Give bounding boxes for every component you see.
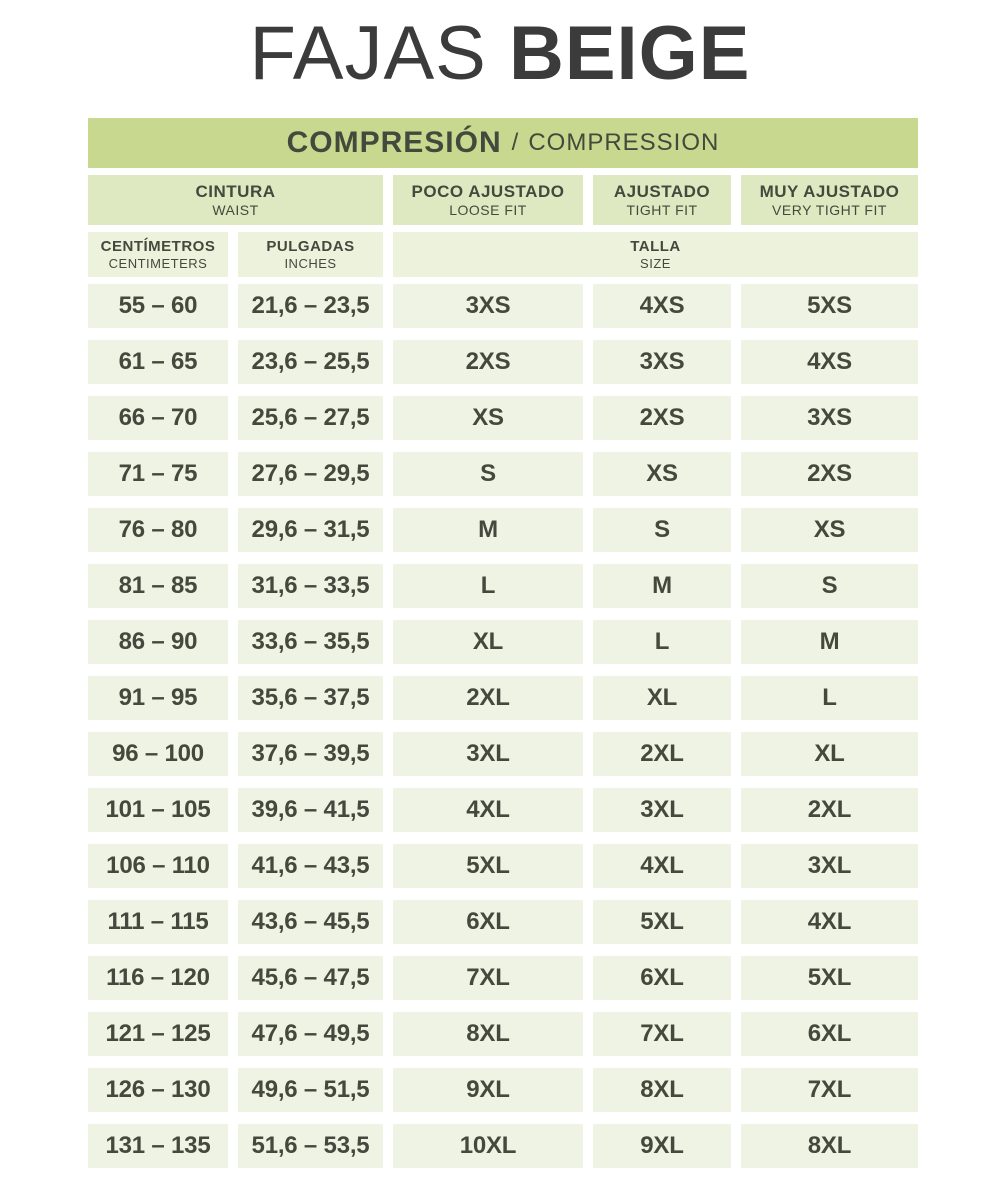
- table-row: [88, 1124, 918, 1168]
- table-body: [88, 284, 918, 1168]
- cell-loose-fit: 2XL: [393, 676, 583, 720]
- cell-loose-fit: 2XS: [393, 340, 583, 384]
- very-tight-fit-label-en: VERY TIGHT FIT: [772, 202, 887, 218]
- very-tight-fit-label-es: MUY AJUSTADO: [759, 182, 900, 201]
- table-row: [88, 508, 918, 552]
- cell-very-tight-fit: 5XS: [741, 284, 918, 328]
- cell-tight-fit: XL: [593, 676, 731, 720]
- cell-very-tight-fit: 7XL: [741, 1068, 918, 1112]
- cell-very-tight-fit: L: [741, 676, 918, 720]
- cell-inches: 25,6 – 27,5: [238, 396, 383, 440]
- cell-inches: 47,6 – 49,5: [238, 1012, 383, 1056]
- cell-very-tight-fit: 4XL: [741, 900, 918, 944]
- cell-centimeters: 55 – 60: [88, 284, 228, 328]
- cell-inches: 29,6 – 31,5: [238, 508, 383, 552]
- cell-very-tight-fit: S: [741, 564, 918, 608]
- cell-tight-fit: XS: [593, 452, 731, 496]
- table-row: [88, 676, 918, 720]
- cell-inches: 31,6 – 33,5: [238, 564, 383, 608]
- size-label-es: TALLA: [630, 238, 681, 255]
- cell-very-tight-fit: 3XS: [741, 396, 918, 440]
- cell-very-tight-fit: 6XL: [741, 1012, 918, 1056]
- cell-loose-fit: L: [393, 564, 583, 608]
- cell-tight-fit: 4XS: [593, 284, 731, 328]
- cell-centimeters: 96 – 100: [88, 732, 228, 776]
- cell-centimeters: 111 – 115: [88, 900, 228, 944]
- cell-centimeters: 61 – 65: [88, 340, 228, 384]
- tight-fit-label-es: AJUSTADO: [613, 182, 711, 201]
- cell-centimeters: 126 – 130: [88, 1068, 228, 1112]
- cell-centimeters: 101 – 105: [88, 788, 228, 832]
- tight-fit-label-en: TIGHT FIT: [626, 202, 698, 218]
- size-label-en: SIZE: [640, 256, 671, 271]
- banner-separator: /: [511, 129, 519, 156]
- cell-tight-fit: 2XL: [593, 732, 731, 776]
- sub-header-size: [393, 232, 918, 277]
- waist-label-en: WAIST: [212, 202, 259, 218]
- cell-loose-fit: 3XS: [393, 284, 583, 328]
- cell-inches: 33,6 – 35,5: [238, 620, 383, 664]
- cell-centimeters: 81 – 85: [88, 564, 228, 608]
- column-header-very-tight-fit: [741, 175, 918, 225]
- cell-centimeters: 66 – 70: [88, 396, 228, 440]
- column-header-loose-fit: [393, 175, 583, 225]
- column-header-waist: [88, 175, 383, 225]
- loose-fit-label-en: LOOSE FIT: [449, 202, 527, 218]
- cell-centimeters: 86 – 90: [88, 620, 228, 664]
- cell-tight-fit: L: [593, 620, 731, 664]
- banner-label-es: COMPRESIÓN: [286, 126, 502, 159]
- cell-centimeters: 121 – 125: [88, 1012, 228, 1056]
- cell-very-tight-fit: 2XL: [741, 788, 918, 832]
- cell-inches: 21,6 – 23,5: [238, 284, 383, 328]
- title-word-fajas: FAJAS: [249, 11, 487, 96]
- cell-very-tight-fit: XL: [741, 732, 918, 776]
- cell-tight-fit: 5XL: [593, 900, 731, 944]
- table-row: [88, 620, 918, 664]
- table-row: [88, 284, 918, 328]
- cell-inches: 45,6 – 47,5: [238, 956, 383, 1000]
- table-row: [88, 1012, 918, 1056]
- cell-loose-fit: 3XL: [393, 732, 583, 776]
- cell-tight-fit: 3XS: [593, 340, 731, 384]
- cell-very-tight-fit: 4XS: [741, 340, 918, 384]
- cell-tight-fit: 6XL: [593, 956, 731, 1000]
- cell-loose-fit: M: [393, 508, 583, 552]
- table-row: [88, 788, 918, 832]
- cell-tight-fit: 7XL: [593, 1012, 731, 1056]
- table-row: [88, 1068, 918, 1112]
- cell-centimeters: 71 – 75: [88, 452, 228, 496]
- cell-tight-fit: 2XS: [593, 396, 731, 440]
- cell-loose-fit: 6XL: [393, 900, 583, 944]
- loose-fit-label-es: POCO AJUSTADO: [411, 182, 565, 201]
- table-row: [88, 340, 918, 384]
- cell-centimeters: 106 – 110: [88, 844, 228, 888]
- inches-label-es: PULGADAS: [266, 238, 355, 255]
- cell-inches: 41,6 – 43,5: [238, 844, 383, 888]
- cell-inches: 27,6 – 29,5: [238, 452, 383, 496]
- compression-banner: [88, 118, 918, 168]
- cell-inches: 35,6 – 37,5: [238, 676, 383, 720]
- inches-label-en: INCHES: [284, 256, 337, 271]
- cell-loose-fit: 4XL: [393, 788, 583, 832]
- table-row: [88, 956, 918, 1000]
- cell-very-tight-fit: 5XL: [741, 956, 918, 1000]
- cell-loose-fit: S: [393, 452, 583, 496]
- cell-loose-fit: 7XL: [393, 956, 583, 1000]
- cell-tight-fit: S: [593, 508, 731, 552]
- size-chart-table: [88, 118, 918, 1168]
- cell-loose-fit: 10XL: [393, 1124, 583, 1168]
- cell-centimeters: 91 – 95: [88, 676, 228, 720]
- cell-inches: 43,6 – 45,5: [238, 900, 383, 944]
- cell-very-tight-fit: M: [741, 620, 918, 664]
- cell-very-tight-fit: 3XL: [741, 844, 918, 888]
- sub-header-row: [88, 232, 918, 277]
- cell-tight-fit: 8XL: [593, 1068, 731, 1112]
- title-word-beige: BEIGE: [508, 11, 751, 96]
- cell-loose-fit: 8XL: [393, 1012, 583, 1056]
- cell-tight-fit: 3XL: [593, 788, 731, 832]
- cell-loose-fit: XL: [393, 620, 583, 664]
- table-row: [88, 844, 918, 888]
- cell-tight-fit: 4XL: [593, 844, 731, 888]
- waist-label-es: CINTURA: [195, 182, 276, 201]
- cell-inches: 23,6 – 25,5: [238, 340, 383, 384]
- cell-very-tight-fit: XS: [741, 508, 918, 552]
- sub-header-centimeters: [88, 232, 228, 277]
- cell-tight-fit: 9XL: [593, 1124, 731, 1168]
- cell-inches: 39,6 – 41,5: [238, 788, 383, 832]
- column-header-row: [88, 175, 918, 225]
- cell-very-tight-fit: 8XL: [741, 1124, 918, 1168]
- cell-centimeters: 116 – 120: [88, 956, 228, 1000]
- cell-tight-fit: M: [593, 564, 731, 608]
- page-title: [0, 11, 1000, 96]
- cell-loose-fit: 5XL: [393, 844, 583, 888]
- cell-very-tight-fit: 2XS: [741, 452, 918, 496]
- cell-inches: 37,6 – 39,5: [238, 732, 383, 776]
- table-row: [88, 732, 918, 776]
- column-header-tight-fit: [593, 175, 731, 225]
- table-row: [88, 396, 918, 440]
- centimeters-label-es: CENTÍMETROS: [100, 238, 216, 255]
- centimeters-label-en: CENTIMETERS: [108, 256, 208, 271]
- sub-header-inches: [238, 232, 383, 277]
- table-row: [88, 564, 918, 608]
- cell-loose-fit: 9XL: [393, 1068, 583, 1112]
- cell-inches: 49,6 – 51,5: [238, 1068, 383, 1112]
- cell-inches: 51,6 – 53,5: [238, 1124, 383, 1168]
- cell-centimeters: 76 – 80: [88, 508, 228, 552]
- table-row: [88, 452, 918, 496]
- table-row: [88, 900, 918, 944]
- banner-label-en: COMPRESSION: [528, 129, 720, 156]
- cell-loose-fit: XS: [393, 396, 583, 440]
- cell-centimeters: 131 – 135: [88, 1124, 228, 1168]
